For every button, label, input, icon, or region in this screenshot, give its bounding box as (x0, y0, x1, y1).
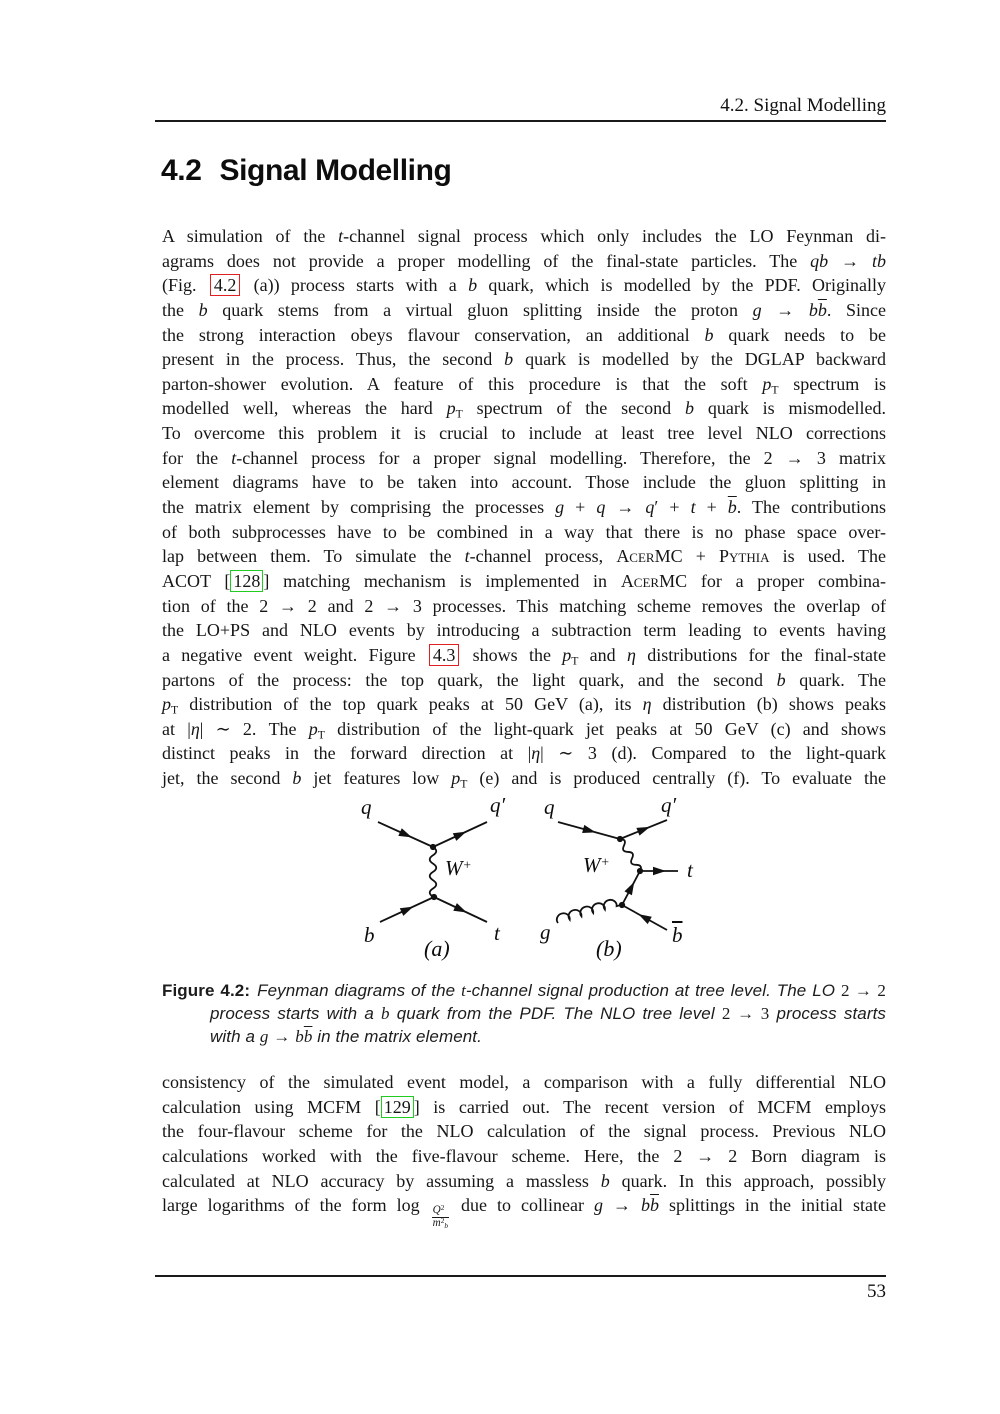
text-run: due to collinear (450, 1195, 594, 1216)
label-q-prime: q′ (661, 793, 677, 817)
text-run: quark is modelled by the DGLAP backward (513, 349, 886, 370)
vertex-dot (637, 868, 643, 874)
text-run: quark stems from a virtual gluon splitting inside the proton (207, 299, 753, 320)
text-run: with a (210, 1027, 260, 1046)
text-run: t (464, 546, 470, 567)
text-run: splittings in the initial state (658, 1195, 886, 1216)
text-line (162, 594, 886, 619)
text-line (162, 1169, 886, 1194)
text-run: T (455, 407, 463, 421)
text-run: $\overline{b}$ (303, 1027, 313, 1046)
figure-ref-link[interactable]: 4.3 (429, 644, 460, 666)
text-run: AcerMC (616, 546, 683, 567)
text-run: ] is carried out. The recent version of MCFM employs (413, 1096, 886, 1117)
text-run: T (460, 777, 468, 791)
text-run: and (578, 644, 627, 665)
text-line (162, 1144, 886, 1169)
arrow (636, 910, 651, 924)
text-run: q (645, 497, 655, 518)
text-run: q (596, 497, 606, 518)
text-run: jet features low (301, 768, 452, 789)
arrow (400, 903, 415, 916)
label-q: q (544, 795, 555, 819)
text-run: process starts with a (210, 1004, 381, 1023)
text-line (162, 1193, 886, 1230)
text-run: p (562, 644, 572, 665)
text-run: Feynman diagrams of the (257, 981, 462, 1000)
label-w-boson: W+ (583, 853, 610, 877)
text-run: quark. The (785, 669, 886, 690)
text-run: To overcome this problem it is crucial to include at least tree level NLO corrections (162, 423, 886, 444)
text-run: + (564, 497, 597, 518)
text-run: η (642, 694, 652, 715)
text-run: | ∼ 3 (d). Compared to the light-quark (540, 743, 887, 764)
text-run: g (752, 299, 762, 320)
figure-4-2 (340, 790, 720, 970)
header-rule (155, 120, 886, 122)
label-q: q (361, 795, 372, 819)
fraction-denominator (432, 1218, 449, 1231)
label-w-boson: W+ (445, 856, 472, 880)
text-run: T (571, 654, 579, 668)
text-run: b (776, 669, 786, 690)
text-line (162, 495, 886, 520)
text-line (162, 717, 886, 742)
text-run: lap between them. To simulate the (162, 546, 465, 567)
text-run: b (600, 1170, 610, 1191)
label-b-bar: $\overline{b}$ (672, 923, 683, 947)
text-run: p (308, 718, 318, 739)
text-run: parton-shower evolution. A feature of this procedure is that the soft (162, 373, 763, 394)
text-run: jet, the second (162, 768, 293, 789)
text-run: partons of the process: the top quark, the light quark, and the second (162, 669, 777, 690)
text-run: agrams does not provide a proper modelling of the final-state particles. The (162, 250, 811, 271)
text-run: tion of the 2 → 2 and 2 → 3 processes. This matching scheme removes the overlap of (162, 595, 886, 616)
text-run: (a)) process starts with a (242, 275, 469, 296)
vertex-dot (431, 894, 437, 900)
text-run: T (771, 383, 779, 397)
label-b: b (364, 923, 375, 947)
text-run: the matrix element by comprising the processes (162, 497, 556, 518)
text-run: η (531, 743, 541, 764)
text-run: 2 (440, 1204, 445, 1212)
running-header: 4.2. Signal Modelling (720, 95, 886, 116)
text-run: spectrum of the second (462, 398, 685, 419)
text-run: T (171, 703, 179, 717)
text-run: quark, which is modelled by the PDF. Originally (477, 275, 886, 296)
text-run: distribution of the top quark peaks at 50 GeV (a), its (178, 694, 643, 715)
text-line (162, 766, 886, 791)
text-run: calculations worked with the five-flavour scheme. Here, the 2 → 2 Born diagram is (162, 1145, 886, 1166)
figure-ref-link[interactable]: 4.2 (210, 274, 241, 296)
subfigure-label-b: (b) (596, 936, 622, 961)
text-run: process starts (769, 1004, 887, 1023)
text-run: shows the (461, 644, 563, 665)
text-run: t (461, 981, 466, 1000)
text-run: quark. In this approach, possibly (609, 1170, 886, 1191)
text-run: g (593, 1195, 603, 1216)
caption-line (162, 1002, 886, 1025)
section-title: Signal Modelling (219, 154, 452, 187)
text-run: ] matching mechanism is implemented in (263, 570, 621, 591)
inline-fraction (432, 1205, 449, 1230)
text-run: distributions for the final-state (635, 644, 887, 665)
text-line (162, 372, 886, 397)
text-run: T (317, 728, 325, 742)
text-line (162, 544, 886, 569)
text-run: p (762, 373, 772, 394)
caption-line (162, 1025, 886, 1048)
text-run: η (190, 718, 200, 739)
text-run: Pythia (719, 546, 770, 567)
text-run: b (468, 275, 478, 296)
text-line (162, 470, 886, 495)
text-run: t (338, 226, 344, 246)
text-run: p (162, 694, 171, 715)
text-run: (e) and is produced centrally (f). To evaluate the (467, 768, 886, 789)
arrow (636, 823, 651, 836)
text-run: quark from the PDF. The NLO tree level (389, 1004, 722, 1023)
text-run: t (231, 447, 237, 468)
text-line (162, 1070, 886, 1095)
text-run: → (761, 299, 809, 320)
text-run: present in the process. Thus, the second (162, 349, 505, 370)
text-line (162, 323, 886, 348)
text-run: p (451, 768, 461, 789)
text-run: → (605, 497, 646, 518)
text-run: $\overline{b}$ (727, 497, 737, 518)
text-run: distinct peaks in the forward direction at | (162, 743, 532, 764)
text-run: ACOT [ (162, 570, 231, 591)
text-run: $\overline{b}$ (649, 1195, 659, 1216)
page-number: 53 (867, 1281, 886, 1302)
text-run: of both subprocesses have to be combined in a way that there is no phase space over- (162, 521, 886, 542)
text-run: a negative event weight. Figure (162, 644, 427, 665)
text-run: b (295, 1027, 304, 1046)
text-run: (Fig. (162, 275, 208, 296)
label-g: g (540, 920, 551, 944)
caption-line (162, 979, 886, 1002)
text-run: the strong interaction obeys flavour conservation, an additional (162, 324, 705, 345)
text-run: b (640, 1195, 650, 1216)
arrow (398, 828, 413, 841)
text-run: p (446, 398, 456, 419)
text-run: quark is mismodelled. (693, 398, 887, 419)
caption-text (257, 981, 886, 1000)
citation-link[interactable]: 128 (230, 570, 263, 592)
text-run: + (695, 497, 728, 518)
text-run: the (162, 299, 199, 320)
text-run: 2 (440, 1216, 445, 1225)
text-run: -channel signal production at tree level. The LO (465, 981, 841, 1000)
text-line (162, 692, 886, 717)
label-q-prime: q′ (490, 793, 506, 817)
text-run: + (682, 546, 720, 567)
text-run: at | (162, 718, 191, 739)
text-run: | ∼ 2. The (199, 718, 309, 739)
paragraph-2 (162, 1070, 886, 1230)
text-run: for the (162, 447, 232, 468)
text-run: → (828, 250, 872, 271)
text-line (162, 643, 886, 668)
text-run: . The contributions (736, 497, 887, 518)
text-run: t (690, 497, 696, 518)
text-line (162, 446, 886, 471)
w-boson-line (617, 837, 642, 872)
subfigure-label-a: (a) (424, 936, 450, 961)
gluon-line (555, 897, 621, 923)
text-run: ′ + (654, 497, 691, 518)
text-run: b (808, 299, 818, 320)
text-run: -channel signal process which only includes the LO Feynman di- (343, 226, 886, 246)
text-line (162, 298, 886, 323)
text-run: 2 → 3 (721, 1004, 770, 1023)
text-run: calculation using MCFM [ (162, 1096, 381, 1117)
section-number: 4.2 (161, 154, 202, 187)
figure-caption (162, 979, 886, 1048)
text-run: tb (872, 250, 887, 271)
text-run: g (555, 497, 565, 518)
caption-label: Figure 4.2: (162, 981, 251, 1000)
label-t: t (687, 858, 693, 882)
text-run: consistency of the simulated event model, a comparison with a fully differential NLO (162, 1072, 886, 1092)
text-run: → (268, 1027, 296, 1046)
text-run: large logarithms of the form log (162, 1195, 430, 1216)
w-boson-line (430, 847, 437, 897)
citation-link[interactable]: 129 (381, 1096, 414, 1118)
text-run: element diagrams have to be taken into account. Those include the gluon splitting in (162, 472, 886, 493)
text-run: b (292, 768, 302, 789)
text-run: is used. The (769, 546, 886, 567)
text-run: m (432, 1216, 441, 1229)
text-run: . Since (826, 299, 887, 320)
footer-rule (155, 1275, 886, 1277)
text-run: g (259, 1027, 269, 1046)
text-run: b (684, 398, 694, 419)
text-run: → (602, 1195, 641, 1216)
text-line (162, 273, 886, 298)
arrow (653, 867, 666, 875)
text-line (162, 668, 886, 693)
vertex-dot (619, 902, 625, 908)
text-run: b (198, 299, 208, 320)
text-run: distribution of the light-quark jet peaks at 50 GeV (c) and shows (324, 718, 887, 739)
text-run: quark needs to be (713, 324, 886, 345)
text-line (162, 396, 886, 421)
text-run: Q (432, 1203, 441, 1216)
text-run: for a proper combina- (687, 570, 887, 591)
text-run: η (626, 644, 636, 665)
text-line (162, 249, 886, 274)
text-run: in the matrix element. (312, 1027, 482, 1046)
text-line (162, 520, 886, 545)
text-line (162, 224, 886, 249)
text-run: -channel process for a proper signal modelling. Therefore, the 2 → 3 matrix (236, 447, 886, 468)
section-heading (161, 154, 451, 188)
vertex-dot (430, 844, 436, 850)
text-line (162, 421, 886, 446)
vertex-dot (617, 836, 623, 842)
text-line (162, 569, 886, 594)
paragraph-1 (162, 224, 886, 791)
arrow (624, 880, 638, 895)
text-run: AcerMC (620, 570, 688, 591)
text-line (162, 347, 886, 372)
text-run: the LO+PS and NLO events by introducing a subtraction term leading to events having (162, 620, 886, 641)
text-run: the four-flavour scheme for the NLO calculation of the signal process. Previous NLO (162, 1121, 886, 1142)
text-run: -channel process, (469, 546, 617, 567)
text-run: $\overline{b}$ (817, 299, 827, 320)
text-run: 2 → 2 (840, 981, 886, 1000)
text-line (162, 741, 886, 766)
text-run: calculated at NLO accuracy by assuming a massless (162, 1170, 601, 1191)
text-run: b (504, 349, 514, 370)
text-run: b (704, 324, 714, 345)
text-run: modelled well, whereas the hard (162, 398, 447, 419)
text-run: distribution (b) shows peaks (651, 694, 887, 715)
text-run: qb (810, 250, 829, 271)
arrow (582, 825, 597, 837)
text-line (162, 1119, 886, 1144)
label-t: t (494, 921, 500, 945)
arrow (453, 828, 468, 841)
text-line (162, 618, 886, 643)
arrow (453, 903, 468, 916)
text-run: spectrum is (778, 373, 886, 394)
text-line (162, 1095, 886, 1120)
text-run: b (444, 1221, 448, 1230)
text-run: A simulation of the (162, 226, 339, 246)
text-run: b (381, 1004, 390, 1023)
